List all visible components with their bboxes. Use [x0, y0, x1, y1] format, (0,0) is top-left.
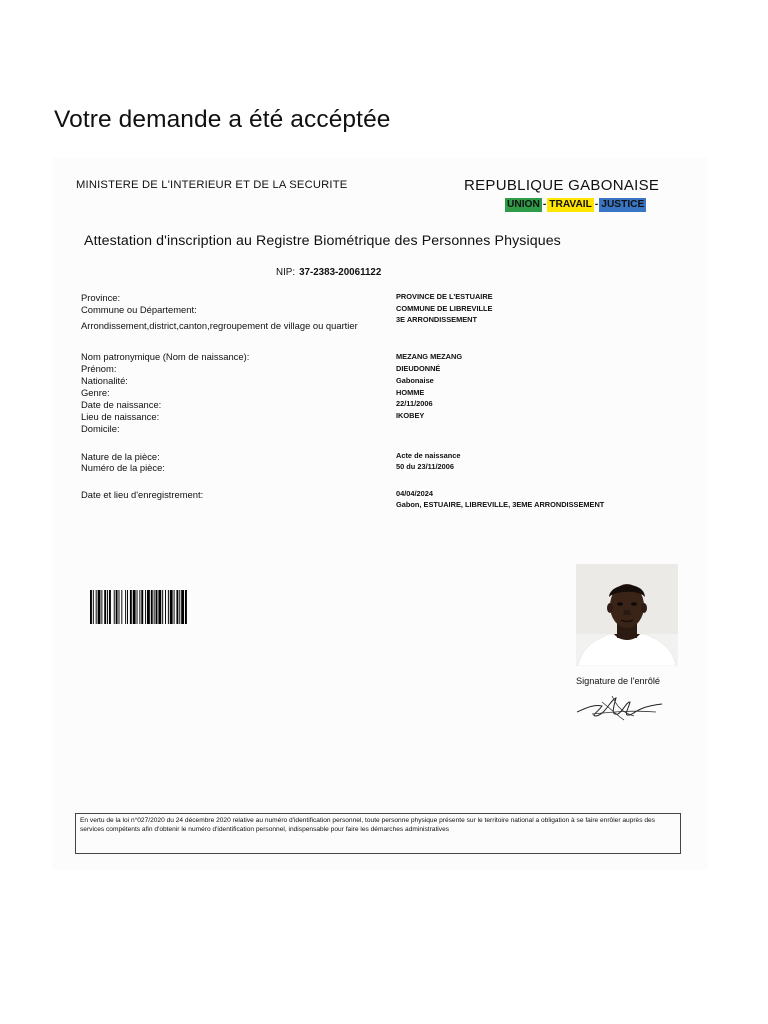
barcode-bar: [125, 590, 126, 624]
enrollee-photo: [576, 564, 678, 666]
nip-line: [276, 267, 381, 278]
barcode-bar: [116, 590, 118, 624]
barcode-bar: [101, 590, 102, 624]
barcode-bar: [170, 590, 173, 624]
barcode-bar: [133, 590, 136, 624]
barcode-bar: [147, 590, 150, 624]
prenom-label: Prénom:: [81, 363, 117, 374]
lieu-naissance-label: Lieu de naissance:: [81, 411, 160, 422]
barcode-bar: [114, 590, 115, 624]
commune-value: COMMUNE DE LIBREVILLE: [396, 304, 493, 313]
barcode-bar: [104, 590, 106, 624]
numero-piece-label: Numéro de la pièce:: [81, 462, 165, 473]
enregistrement-date-value: 04/04/2024: [396, 489, 433, 498]
barcode-bar: [121, 590, 122, 624]
date-naissance-label: Date de naissance:: [81, 399, 162, 410]
barcode-bar: [176, 590, 178, 624]
barcode-bar: [127, 590, 128, 624]
motto-travail: TRAVAIL: [549, 199, 592, 210]
barcode-bar: [165, 590, 166, 624]
barcode-bar: [109, 590, 111, 624]
genre-value: HOMME: [396, 388, 425, 397]
prenom-value: DIEUDONNÉ: [396, 364, 441, 373]
domicile-label: Domicile:: [81, 423, 120, 434]
barcode-bar: [156, 590, 158, 624]
genre-label: Genre:: [81, 387, 110, 398]
barcode-bar: [130, 590, 132, 624]
enregistrement-label: Date et lieu d'enregistrement:: [81, 489, 204, 500]
barcode-bar: [179, 590, 180, 624]
nationalite-label: Nationalité:: [81, 375, 128, 386]
legal-notice: En vertu de la loi n°027/2020 du 24 décembre 2020 relative au numéro d'identification personnel, toute personne physique présente sur le territoire national a obligation à se faire enrôler auprès des services compétents afin d'obtenir le numéro d'identification personnel, indispensable pour faire les démarches administratives: [75, 813, 681, 854]
nom-value: MEZANG MEZANG: [396, 352, 463, 361]
portrait-image: [576, 564, 678, 666]
date-naissance-value: 22/11/2006: [396, 399, 433, 408]
nature-piece-label: Nature de la pièce:: [81, 451, 160, 462]
page-title: Votre demande a été accéptée: [54, 106, 391, 133]
national-motto: [505, 198, 646, 212]
barcode-bar: [90, 590, 92, 624]
barcode: [90, 590, 216, 624]
barcode-bar: [139, 590, 140, 624]
commune-label: Commune ou Département:: [81, 304, 197, 315]
barcode-bar: [162, 590, 163, 624]
barcode-bar: [107, 590, 108, 624]
province-value: PROVINCE DE L'ESTUAIRE: [396, 292, 493, 301]
nationalite-value: Gabonaise: [396, 376, 434, 385]
motto-union: UNION: [507, 199, 540, 210]
nom-label: Nom patronymique (Nom de naissance):: [81, 351, 250, 362]
barcode-bar: [141, 590, 143, 624]
barcode-bar: [137, 590, 138, 624]
enregistrement-lieu-value: Gabon, ESTUAIRE, LIBREVILLE, 3EME ARRONDISSEMENT: [396, 500, 605, 509]
document-title: Attestation d'inscription au Registre Biométrique des Personnes Physiques: [84, 233, 561, 249]
nip-label: NIP:: [276, 267, 296, 278]
barcode-bar: [145, 590, 146, 624]
motto-separator: -: [594, 199, 599, 210]
barcode-bar: [158, 590, 161, 624]
barcode-bar: [174, 590, 175, 624]
attestation-document: [52, 158, 708, 870]
motto-separator: -: [542, 199, 547, 210]
lieu-naissance-value: IKOBEY: [396, 411, 425, 420]
barcode-bar: [154, 590, 155, 624]
barcode-bar: [98, 590, 101, 624]
arrondissement-label: Arrondissement,district,canton,regroupement de village ou quartier: [81, 320, 358, 331]
barcode-bar: [181, 590, 184, 624]
signature-label: Signature de l'enrôlé: [576, 676, 660, 686]
nature-piece-value: Acte de naissance: [396, 451, 461, 460]
numero-piece-value: 50 du 23/11/2006: [396, 462, 454, 471]
motto-justice: JUSTICE: [601, 199, 645, 210]
barcode-bar: [93, 590, 94, 624]
barcode-bar: [119, 590, 120, 624]
ministry-header: MINISTERE DE L'INTERIEUR ET DE LA SECURITE: [76, 179, 348, 191]
province-label: Province:: [81, 292, 121, 303]
barcode-bar: [151, 590, 153, 624]
arrondissement-value: 3E ARRONDISSEMENT: [396, 315, 478, 324]
barcode-bar: [185, 590, 187, 624]
handwritten-signature: [572, 690, 668, 724]
barcode-bar: [168, 590, 169, 624]
nip-value: 37-2383-20061122: [299, 267, 382, 278]
republic-header: REPUBLIQUE GABONAISE: [464, 177, 660, 194]
barcode-bar: [96, 590, 97, 624]
